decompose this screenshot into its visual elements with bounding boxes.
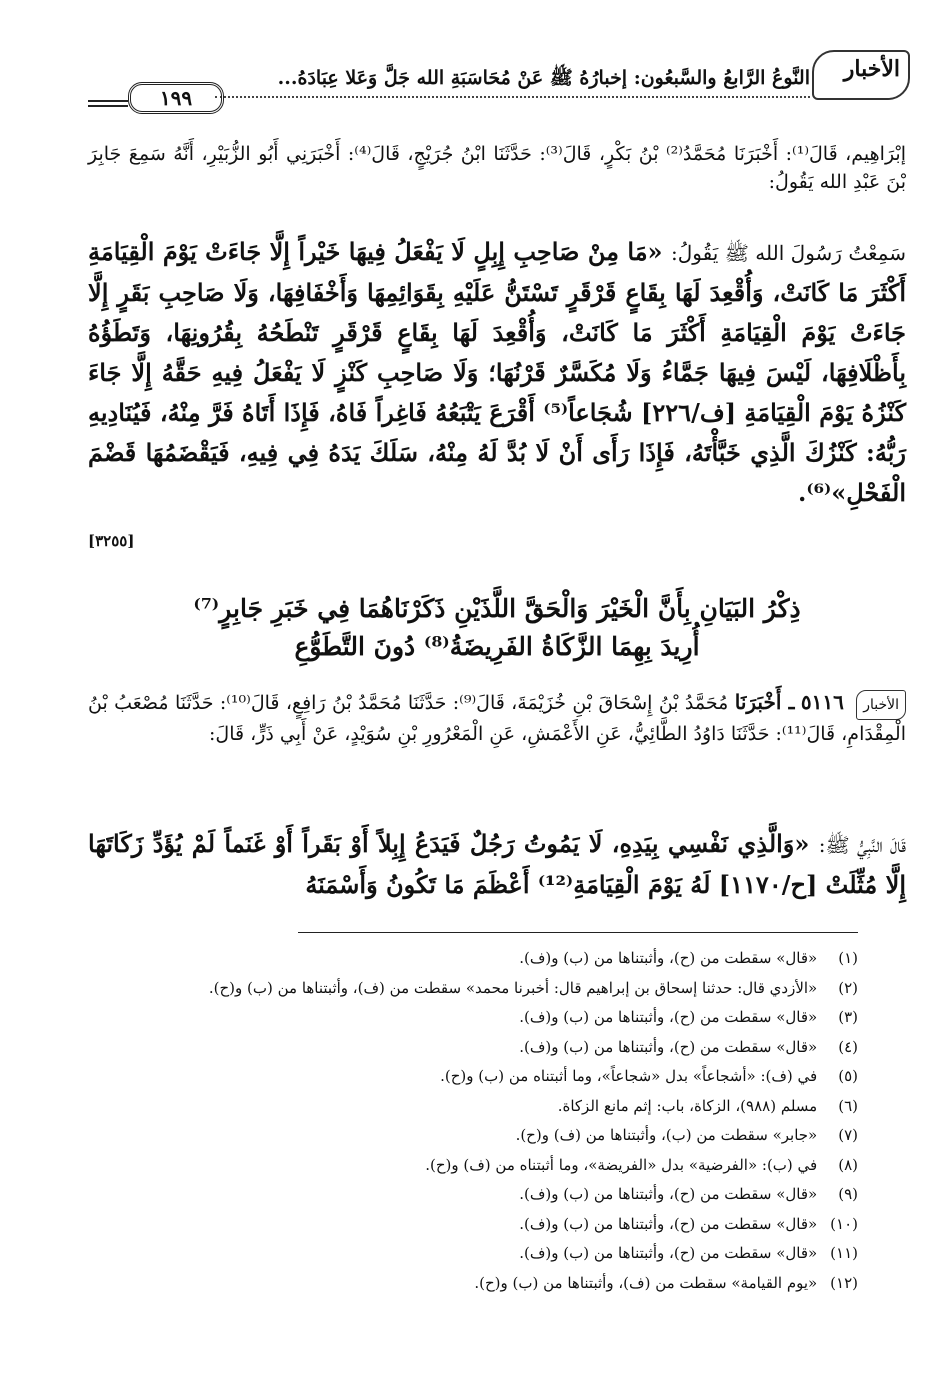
footnote (28, 1003, 858, 1033)
header-dotted-rule (215, 96, 810, 98)
footnote (28, 1210, 858, 1240)
page-number-box (128, 82, 224, 112)
footnote-text: «جابر» سقطت من (ب)، وأثبتناها من (ف) و(ح). (515, 1126, 818, 1144)
footnote (28, 1033, 858, 1063)
footnote (28, 944, 858, 974)
footnotes-list (28, 944, 858, 1298)
section-heading (88, 590, 906, 666)
footnote (28, 1092, 858, 1122)
header-rule-left-2 (88, 105, 128, 107)
footnote-separator (298, 932, 858, 933)
header-rule-left (88, 100, 128, 102)
hadith-2-text: «وَالَّذِي نَفْسِي بِيَدِهِ، لَا يَمُوتُ رَجُلٌ فَيَدَعُ إِبِلاً أَوْ بَقَراً أَوْ غَنَماً لَمْ يُؤَدِّ زَكَاتَهَا إِلَّا مُثِّلَتْ [ح/١١٧٠] لَهُ يَوْمَ الْقِيَامَةِ⁽¹²⁾ أَعْظَمَ مَا تَكُونُ وَأَسْمَنَهُ (88, 829, 906, 899)
footnote-number: (١٢) (830, 1273, 858, 1292)
footnote-text: «قال» سقطت من (ح)، وأثبتناها من (ب) و(ف). (519, 1185, 818, 1203)
footnote-number: (١٠) (830, 1214, 858, 1233)
footnote (28, 1180, 858, 1210)
footnote-text: في (ب): «الفرضية» بدل «الفريضة»، وما أثبتناه من (ف) و(ح). (425, 1155, 818, 1174)
footnote-text: في (ف): «أشجاعاً» بدل «شجاعاً»، وما أثبتناه من (ب) و(ح). (440, 1067, 818, 1085)
heading-line-2: أُرِيدَ بِهِمَا الزَّكَاةُ الفَرِيضَةُ⁽⁸⁾ دُونَ التَّطَوُّعِ (294, 632, 700, 661)
hadith-2-lead: قَالَ النَّبِيُّ ﷺ: (818, 833, 906, 857)
badge-label: الأخبار (843, 56, 900, 82)
running-title: النَّوعُ الرَّابعُ والسَّبعُون: إخبارُهُ ﷺ عَنْ مُحَاسَبَةِ الله جَلَّ وَعَلا عِبَادَهُ... (277, 67, 810, 89)
footnote-text: «قال» سقطت من (ح)، وأثبتناها من (ب) و(ف). (519, 949, 818, 967)
page-number: ١٩٩ (128, 82, 224, 114)
footnote-number: (٧) (838, 1126, 858, 1144)
hadith-1-text: «مَا مِنْ صَاحِبِ إِبِلٍ لَا يَفْعَلُ فِيهَا خَيْراً إِلَّا جَاءَتْ يَوْمَ الْقِيَامَةِ أَكْثَرَ مَا كَانَتْ، وَأُقْعِدَ لَهَا بِقَاعٍ قَرْقَرٍ تَسْتَنُّ عَلَيْهِ بِقَوَائِمِهَا وَأَخْفَافِهَا، وَلَا صَاحِبِ بَقَرٍ إِلَّا جَاءَتْ يَوْمَ الْقِيَامَةِ أَكْثَرَ مَا كَانَتْ، وَأُقْعِدَ لَهَا بِقَاعٍ قَرْقَرٍ تَنْطَحُهُ بِقُرُونِهَا، وَتَطَؤُهُ بِأَظْلَافِهَا، لَيْسَ فِيهَا جَمَّاءُ وَلَا مُكَسَّرٌ قَرْنُهَا؛ وَلَا صَاحِبِ كَنْزٍ لَا يَفْعَلُ فِيهِ حَقَّهُ إِلَّا جَاءَ كَنْزُهُ يَوْمَ الْقِيَامَةِ [ف/٢٢٦] شُجَاعاً⁽⁵⁾ أَقْرَعَ يَتْبَعُهُ فَاغِراً فَاهُ، فَإِذَا أَتَاهُ فَرَّ مِنْهُ، فَيُنَادِيهِ رَبُّهُ: كَنْزُكَ الَّذِي خَبَّأْتَهُ، فَإِذَا رَأَى أَنْ لَا بُدَّ لَهُ مِنْهُ، سَلَكَ يَدَهُ فِي فِيهِ، فَيَقْضَمُهَا قَضْمَ الْفَحْلِ»⁽⁶⁾. (88, 237, 906, 507)
footnote-number: (٣) (838, 1008, 858, 1026)
footnote-text: مسلم (٩٨٨)، الزكاة، باب: إثم مانع الزكاة. (557, 1096, 818, 1115)
hadith-1-reference: [٣٢٥٥] (88, 532, 135, 550)
footnote (28, 1151, 858, 1181)
footnote-number: (٩) (838, 1185, 858, 1203)
footnote (28, 1269, 858, 1299)
footnote-text: «يوم القيامة» سقطت من (ف)، وأثبتناها من (ب) و(ح). (474, 1273, 818, 1292)
footnote-text: «قال» سقطت من (ح)، وأثبتناها من (ب) و(ف). (519, 1244, 818, 1262)
footnote-number: (١) (838, 949, 858, 967)
hadith-1 (88, 232, 906, 513)
akhbar-small-icon: الأخبار (856, 690, 906, 720)
footnote-number: (٨) (838, 1155, 858, 1174)
footnote (28, 1062, 858, 1092)
footnote-number: (١١) (830, 1244, 858, 1262)
akhbar-badge-icon (814, 44, 910, 106)
footnote-text: «قال» سقطت من (ح)، وأثبتناها من (ب) و(ف). (519, 1008, 818, 1026)
hadith-2 (88, 824, 906, 905)
footnote (28, 974, 858, 1004)
intro-chain: إبْرَاهِيم، قَالَ⁽¹⁾: أَخْبَرَنَا مُحَمَّدُ⁽²⁾ بْنُ بَكْرٍ، قَالَ⁽³⁾: حَدَّثَنَا ابْنُ جُرَيْجٍ، قَالَ⁽⁴⁾: أَخْبَرَنِي أَبُو الزُّبَيْرِ، أَنَّهُ سَمِعَ جَابِرَ بْنَ عَبْدِ الله يَقُولُ: (88, 143, 906, 193)
heading-line-1: ذِكْرُ البَيَانِ بِأَنَّ الْخَيْرَ وَالْحَقَّ اللَّذَيْنِ ذَكَرْنَاهُمَا فِي خَبَرِ جَابِرٍ⁽⁷⁾ (193, 594, 801, 623)
footnote (28, 1239, 858, 1269)
footnote-text: «الأزدي قال: حدثنا إسحاق بن إبراهيم قال: أخبرنا محمد» سقطت من (ف)، وأثبتناها من (ب) و(ح). (208, 978, 818, 997)
footnote (28, 1121, 858, 1151)
footnote-text: «قال» سقطت من (ح)، وأثبتناها من (ب) و(ف). (519, 1037, 818, 1056)
footnote-text: «قال» سقطت من (ح)، وأثبتناها من (ب) و(ف). (519, 1214, 818, 1233)
hadith-1-lead: سَمِعْتُ رَسُولَ الله ﷺ يَقُولُ: (670, 241, 906, 265)
page-header (80, 44, 910, 112)
footnote-number: (٢) (838, 978, 858, 997)
hadith-2-chain (88, 688, 906, 748)
hadith-2-chain-text: مُحَمَّدُ بْنُ إِسْحَاقَ بْنِ خُزَيْمَةَ، قَالَ⁽⁹⁾: حَدَّثَنَا مُحَمَّدُ بْنُ رَافِعٍ، قَالَ⁽¹⁰⁾: حَدَّثَنَا مُصْعَبُ بْنُ الْمِقْدَامِ، قَالَ⁽¹¹⁾: حَدَّثَنَا دَاوُدُ الطَّائِيُّ، عَنِ الأَعْمَشِ، عَنِ الْمَعْرُورِ بْنِ سُوَيْدٍ، عَنْ أَبِي ذَرٍّ، قَالَ: (88, 692, 906, 745)
hadith-number: ٥١١٦ (800, 690, 844, 714)
footnote-number: (٦) (838, 1096, 858, 1115)
akhbarana-label: ـ أَخْبَرَنَا (734, 690, 795, 714)
footnote-number: (٤) (838, 1037, 858, 1056)
footnote-number: (٥) (838, 1067, 858, 1085)
